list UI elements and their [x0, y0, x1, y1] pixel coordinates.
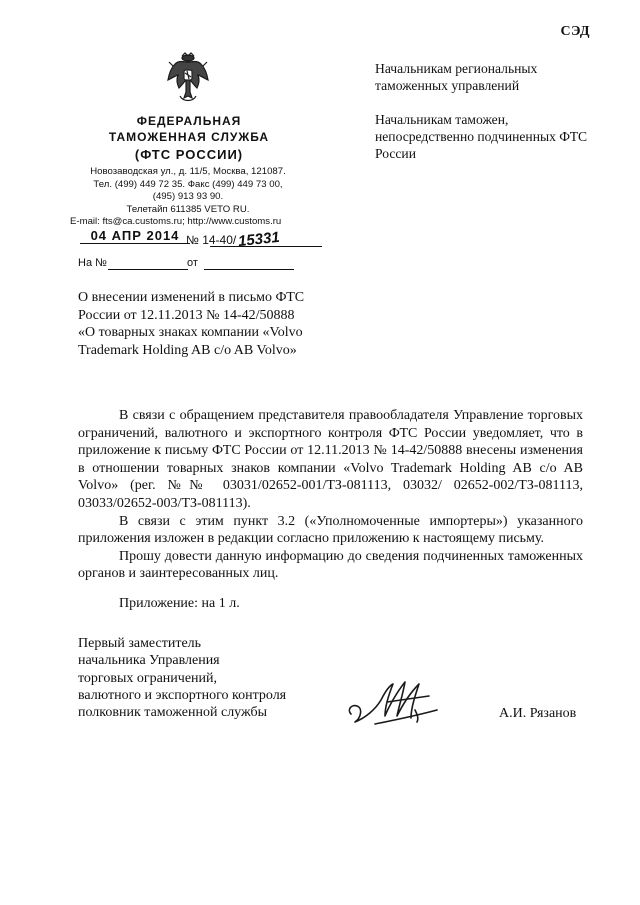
reference-number-label: На № — [78, 257, 107, 269]
registration-number-handwritten: 15331 — [237, 228, 281, 251]
reference-date-blank — [204, 269, 294, 270]
org-name-line: ТАМОЖЕННАЯ СЛУЖБА — [108, 130, 270, 144]
reference-number-blank — [108, 269, 188, 270]
signer-position-line: Первый заместитель — [78, 636, 202, 651]
registration-date-stamp: 04 АПР 2014 — [80, 228, 190, 244]
reference-line — [78, 257, 300, 273]
sender-organization — [78, 113, 300, 163]
body-paragraph: В связи с обращением представителя правообладателя Управление торговых ограничений, валютного и экспортного контроля ФТС России уведомляет, что в приложение к письму ФТС России от 12.11.2013 № 14-42/50888 внесены изменения в отношении товарных знаков компании «Volvo Trademark Holding AB c/o AB Volvo» (рег. №№ 03031/02652-001/ТЗ-081113, 03032/ 02652-002/ТЗ-081113, 03033/02652-003/ТЗ-081113). — [78, 408, 583, 511]
addressee: Начальникам таможен, непосредственно подчиненных ФТС России — [375, 112, 588, 161]
email-line: E-mail: fts@ca.customs.ru; http://www.customs.ru — [70, 216, 282, 228]
sender-address — [70, 166, 306, 229]
system-mark: СЭД — [560, 24, 590, 39]
registration-number-prefix: № 14-40/ — [186, 233, 237, 247]
registration-number-underline — [210, 246, 322, 247]
coat-of-arms-icon — [165, 52, 211, 104]
letter-subject: О внесении изменений в письмо ФТС России от 12.11.2013 № 14-42/50888 «О товарных знаках компании «Volvo Trademark Holding AB c/o AB Volvo» — [78, 290, 305, 358]
body-paragraph: Прошу довести данную информацию до сведения подчиненных таможенных органов и заинтересованных лиц. — [78, 548, 583, 582]
attachment-note: Приложение: на 1 л. — [119, 596, 240, 611]
org-name-line: ФЕДЕРАЛЬНАЯ — [136, 114, 242, 128]
letter-body — [78, 407, 583, 583]
addressees — [375, 60, 590, 179]
signer-position-line: начальника Управления — [78, 653, 220, 669]
org-abbreviation: (ФТС РОССИИ) — [134, 147, 244, 162]
phone-line: Тел. (499) 449 72 35. Факс (499) 449 73 00, — [93, 178, 283, 190]
reference-date-label: от — [187, 257, 198, 269]
body-paragraph: В связи с этим пункт 3.2 («Уполномоченные импортеры») указанного приложения изложен в редакции согласно приложению к настоящему письму. — [78, 513, 583, 547]
signer-position-line: валютного и экспортного контроля — [78, 687, 287, 703]
address-line: Новозаводская ул., д. 11/5, Москва, 121087. — [90, 166, 286, 177]
handwritten-signature — [345, 670, 465, 740]
teletype-line: Телетайп 611385 VETO RU. — [126, 203, 250, 215]
addressee: Начальникам региональных таможенных управлений — [375, 61, 538, 93]
phone-line: (495) 913 93 90. — [152, 191, 224, 203]
signer-name: А.И. Рязанов — [499, 706, 577, 721]
signer-position-line: полковник таможенной службы — [78, 705, 268, 721]
signer-position-line: торговых ограничений, — [78, 670, 218, 686]
signer-position — [78, 635, 338, 721]
